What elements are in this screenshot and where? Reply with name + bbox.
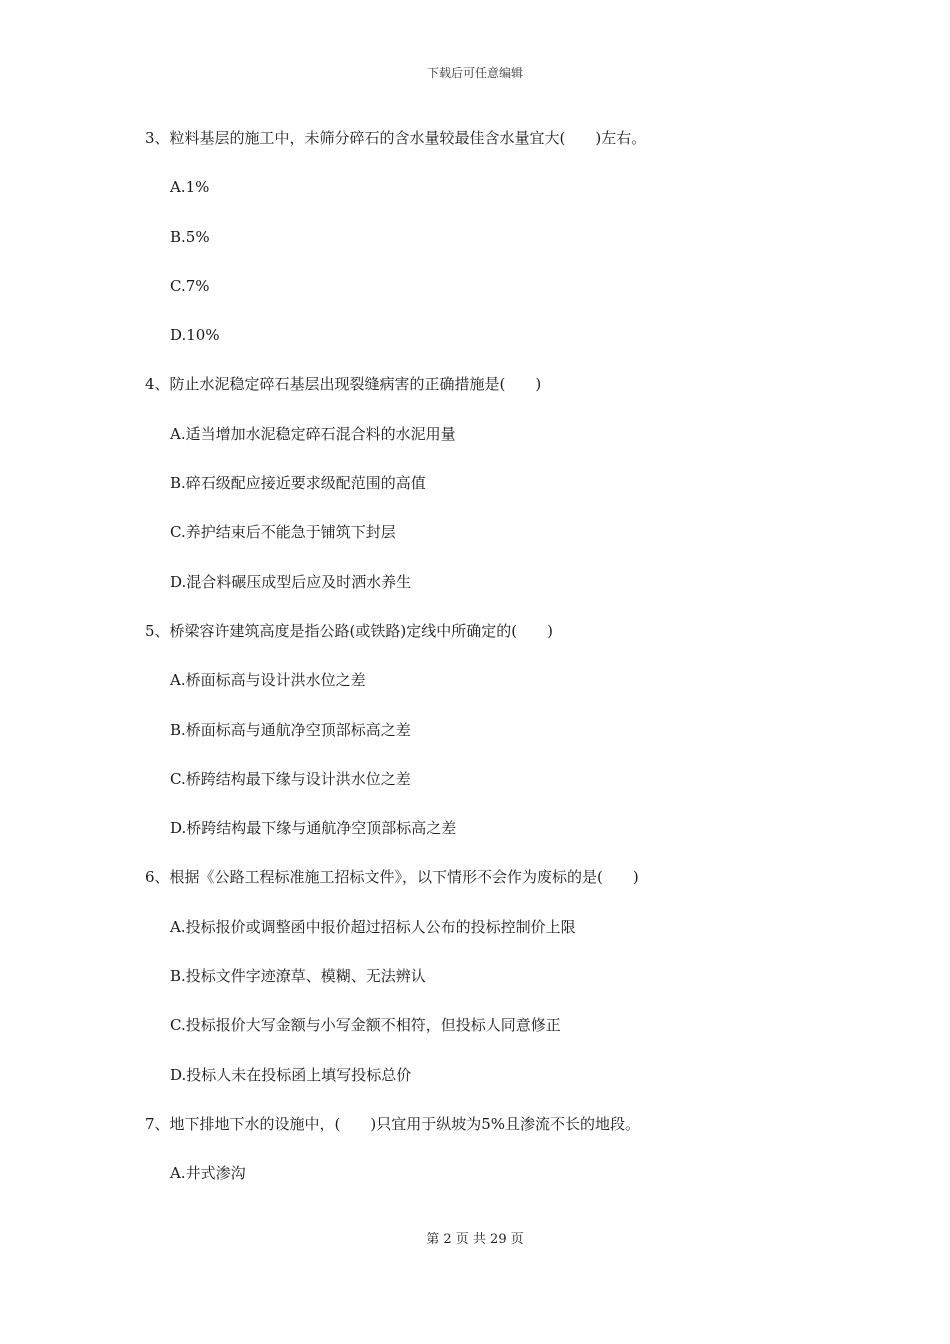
- option-b: B.碎石级配应接近要求级配范围的高值: [170, 474, 426, 493]
- option-c: C.桥跨结构最下缘与设计洪水位之差: [170, 769, 411, 788]
- question-stem: 4、防止水泥稳定碎石基层出现裂缝病害的正确措施是( ): [145, 375, 542, 394]
- option-d: D.投标人未在投标函上填写投标总价: [170, 1065, 412, 1084]
- option-a: A.适当增加水泥稳定碎石混合料的水泥用量: [170, 424, 456, 443]
- option-a: A.1%: [170, 178, 210, 197]
- page-footer: 第 2 页 共 29 页: [426, 1232, 524, 1247]
- option-c: C.投标报价大写金额与小写金额不相符，但投标人同意修正: [170, 1016, 561, 1035]
- option-d: D.10%: [170, 326, 220, 345]
- question-7: [0, 1110, 950, 1209]
- question-list: [0, 124, 950, 1209]
- option-c: C.养护结束后不能急于铺筑下封层: [170, 523, 396, 542]
- question-stem: 5、桥梁容许建筑高度是指公路(或铁路)定线中所确定的( ): [145, 621, 553, 640]
- option-c: C.7%: [170, 276, 210, 295]
- question-stem: 3、粒料基层的施工中，未筛分碎石的含水量较最佳含水量宜大( )左右。: [145, 129, 647, 147]
- option-d: D.桥跨结构最下缘与通航净空顶部标高之差: [170, 819, 457, 838]
- option-a: A.投标报价或调整函中报价超过招标人公布的投标控制价上限: [170, 917, 576, 936]
- option-d: D.混合料碾压成型后应及时洒水养生: [170, 572, 412, 591]
- option-a: A.桥面标高与设计洪水位之差: [170, 671, 366, 690]
- option-b: B.桥面标高与通航净空顶部标高之差: [170, 720, 411, 739]
- page-header: 下载后可任意编辑: [426, 66, 523, 80]
- option-b: B.5%: [170, 227, 210, 246]
- question-stem: 6、根据《公路工程标准施工招标文件》，以下情形不会作为废标的是( ): [145, 868, 639, 887]
- question-3: [0, 124, 950, 370]
- option-a: A.井式渗沟: [170, 1164, 246, 1183]
- question-6: [0, 863, 950, 1109]
- option-b: B.投标文件字迹潦草、模糊、无法辨认: [170, 967, 426, 986]
- question-5: [0, 617, 950, 863]
- question-4: [0, 370, 950, 616]
- question-stem: 7、地下排地下水的设施中，( )只宜用于纵坡为5%且渗流不长的地段。: [145, 1114, 641, 1133]
